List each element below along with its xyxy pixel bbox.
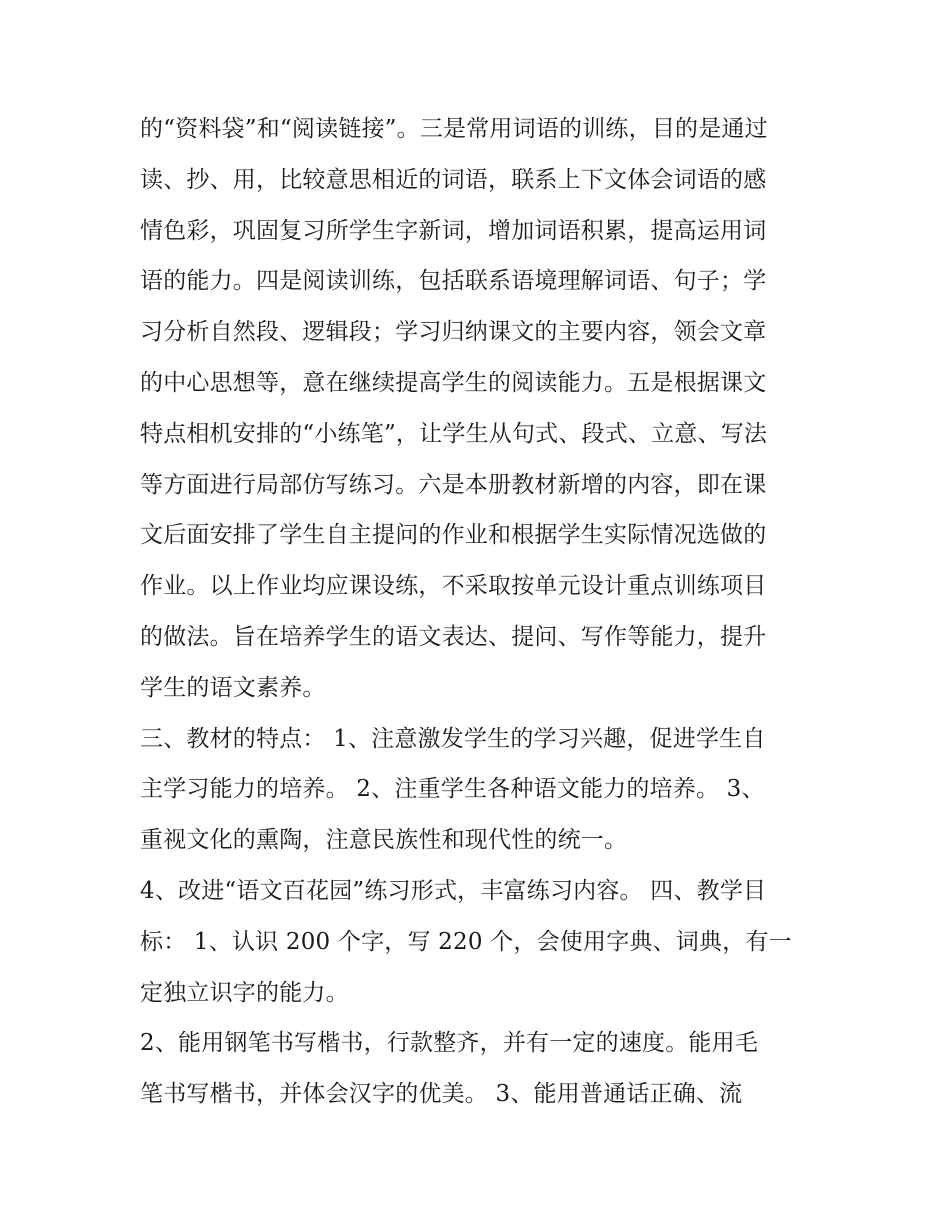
- text-line-19: 2、能用钢笔书写楷书，行款整齐，并有一定的速度。能用毛: [140, 1030, 759, 1057]
- text-line-16: 4、改进“语文百花园”练习形式，丰富练习内容。 四、教学目: [140, 877, 767, 904]
- text-line-20: 笔书写楷书，并体会汉字的优美。 3、能用普通话正确、流: [140, 1081, 743, 1108]
- document-body: [140, 104, 820, 1120]
- text-line-13: 三、教材的特点： 1、注意激发学生的学习兴趣，促进学生自: [140, 725, 766, 752]
- text-line-14: 主学习能力的培养。 2、注重学生各种语文能力的培养。 3、: [140, 776, 765, 803]
- text-line-4: 语的能力。四是阅读训练，包括联系语境理解词语、句子；学: [140, 268, 767, 295]
- text-line-3: 情色彩，巩固复习所学生字新词，增加词语积累，提高运用词: [140, 217, 767, 244]
- text-line-17: 标： 1、认识 200 个字，写 220 个，会使用字典、词典，有一: [140, 928, 792, 955]
- text-line-2: 读、抄、用，比较意思相近的词语，联系上下文体会词语的感: [140, 166, 767, 193]
- text-line-1: 的“资料袋”和“阅读链接”。三是常用词语的训练，目的是通过: [140, 116, 768, 142]
- text-line-6: 的中心思想等，意在继续提高学生的阅读能力。五是根据课文: [140, 369, 767, 396]
- text-line-18: 定独立识字的能力。: [140, 979, 349, 1006]
- text-line-8: 等方面进行局部仿写练习。六是本册教材新增的内容，即在课: [140, 471, 767, 498]
- text-line-7: 特点相机安排的“小练笔”，让学生从句式、段式、立意、写法: [140, 420, 768, 447]
- text-line-12: 学生的语文素养。: [140, 674, 326, 701]
- text-line-11: 的做法。旨在培养学生的语文表达、提问、写作等能力，提升: [140, 623, 767, 650]
- text-line-10: 作业。以上作业均应课设练，不采取按单元设计重点训练项目: [140, 573, 767, 600]
- text-line-5: 习分析自然段、逻辑段；学习归纳课文的主要内容，领会文章: [140, 319, 767, 346]
- text-line-9: 文后面安排了学生自主提问的作业和根据学生实际情况选做的: [140, 522, 767, 549]
- text-line-15: 重视文化的熏陶，注意民族性和现代性的统一。: [140, 827, 628, 854]
